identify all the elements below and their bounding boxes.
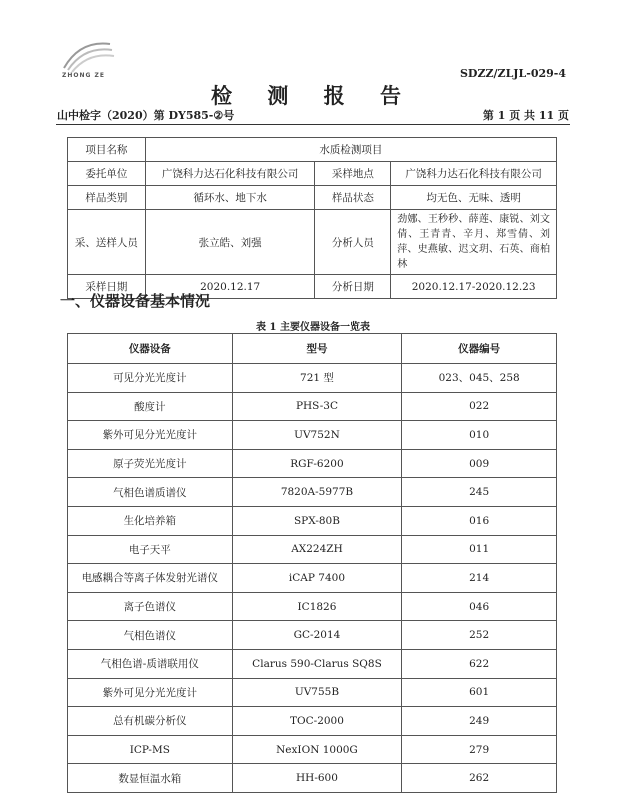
equipment-name: 可见分光光度计	[68, 364, 233, 393]
equipment-name: 气相色谱-质谱联用仪	[68, 649, 233, 678]
analysis-date: 2020.12.17-2020.12.23	[391, 275, 557, 299]
equipment-name: 离子色谱仪	[68, 592, 233, 621]
table-row	[68, 162, 557, 186]
table-row	[68, 421, 557, 450]
equipment-name: 数显恒温水箱	[68, 764, 233, 793]
equipment-id: 252	[402, 621, 557, 650]
table-caption: 表 1 主要仪器设备一览表	[256, 322, 370, 333]
equipment-model: iCAP 7400	[232, 564, 402, 593]
column-header: 型号	[232, 334, 402, 364]
equipment-id: 016	[402, 506, 557, 535]
page-title: 检 测 报 告	[211, 83, 415, 108]
sampling-date-label: 采样日期	[68, 275, 146, 299]
table-row	[68, 621, 557, 650]
equipment-table-body	[68, 364, 557, 793]
table-row	[68, 707, 557, 736]
equipment-name: 总有机碳分析仪	[68, 707, 233, 736]
equipment-id: 023、045、258	[402, 364, 557, 393]
equipment-model: HH-600	[232, 764, 402, 793]
logo-icon	[60, 38, 116, 74]
sampling-site-label: 采样地点	[315, 162, 391, 186]
equipment-id: 022	[402, 392, 557, 421]
equipment-name: 原子荧光光度计	[68, 449, 233, 478]
equipment-name: 电子天平	[68, 535, 233, 564]
table-row	[68, 678, 557, 707]
report-number: 山中检字（2020）第 DY585-②号	[57, 109, 235, 122]
equipment-model: SPX-80B	[232, 506, 402, 535]
analyst-label: 分析人员	[315, 210, 391, 275]
document-code: SDZZ/ZLJL-029-4	[459, 67, 566, 80]
column-header: 仪器编号	[402, 334, 557, 364]
column-header: 仪器设备	[68, 334, 233, 364]
equipment-model: Clarus 590-Clarus SQ8S	[232, 649, 402, 678]
client: 广饶科力达石化科技有限公司	[145, 162, 315, 186]
table-row	[68, 478, 557, 507]
table-row	[68, 138, 557, 162]
table-row	[68, 764, 557, 793]
section-title: 一、仪器设备基本情况	[60, 292, 211, 310]
equipment-name: 气相色谱质谱仪	[68, 478, 233, 507]
equipment-model: 721 型	[232, 364, 402, 393]
analysis-date-label: 分析日期	[315, 275, 391, 299]
analyst: 劲娜、王秒秒、薛莲、康锐、刘文倩、王青青、辛月、郑雪倩、刘萍、史燕敏、迟文玥、石英、商柏林	[391, 210, 557, 275]
equipment-id: 010	[402, 421, 557, 450]
equipment-name: 紫外可见分光光度计	[68, 421, 233, 450]
equipment-model: UV752N	[232, 421, 402, 450]
table-row	[68, 186, 557, 210]
equipment-id: 249	[402, 707, 557, 736]
page-info: 第 1 页 共 11 页	[482, 109, 569, 122]
equipment-id: 046	[402, 592, 557, 621]
equipment-name: 生化培养箱	[68, 506, 233, 535]
equipment-model: RGF-6200	[232, 449, 402, 478]
equipment-model: IC1826	[232, 592, 402, 621]
client-label: 委托单位	[68, 162, 146, 186]
equipment-id: 622	[402, 649, 557, 678]
table-header-row	[68, 334, 557, 364]
info-table	[67, 137, 557, 299]
equipment-id: 601	[402, 678, 557, 707]
equipment-model: 7820A-5977B	[232, 478, 402, 507]
project-name-label: 项目名称	[68, 138, 146, 162]
sampler: 张立皓、刘强	[145, 210, 315, 275]
sample-state: 均无色、无味、透明	[391, 186, 557, 210]
equipment-model: TOC-2000	[232, 707, 402, 736]
equipment-id: 262	[402, 764, 557, 793]
equipment-id: 279	[402, 735, 557, 764]
equipment-model: AX224ZH	[232, 535, 402, 564]
sample-type: 循环水、地下水	[145, 186, 315, 210]
header-rule	[56, 124, 570, 125]
table-row	[68, 449, 557, 478]
equipment-model: GC-2014	[232, 621, 402, 650]
equipment-model: PHS-3C	[232, 392, 402, 421]
equipment-name: ICP-MS	[68, 735, 233, 764]
equipment-name: 电感耦合等离子体发射光谱仪	[68, 564, 233, 593]
equipment-model: NexION 1000G	[232, 735, 402, 764]
sampler-label: 采、送样人员	[68, 210, 146, 275]
equipment-table	[67, 333, 557, 793]
table-row	[68, 506, 557, 535]
table-row	[68, 535, 557, 564]
equipment-id: 245	[402, 478, 557, 507]
equipment-name: 气相色谱仪	[68, 621, 233, 650]
equipment-id: 009	[402, 449, 557, 478]
equipment-id: 011	[402, 535, 557, 564]
logo-text: ZHONG ZE	[62, 72, 105, 79]
equipment-model: UV755B	[232, 678, 402, 707]
table-row	[68, 649, 557, 678]
project-name: 水质检测项目	[145, 138, 556, 162]
table-row	[68, 364, 557, 393]
equipment-id: 214	[402, 564, 557, 593]
equipment-name: 紫外可见分光光度计	[68, 678, 233, 707]
table-row	[68, 564, 557, 593]
table-row	[68, 735, 557, 764]
equipment-name: 酸度计	[68, 392, 233, 421]
table-row	[68, 210, 557, 275]
sampling-site: 广饶科力达石化科技有限公司	[391, 162, 557, 186]
table-row	[68, 592, 557, 621]
sampling-date: 2020.12.17	[145, 275, 315, 299]
sample-state-label: 样品状态	[315, 186, 391, 210]
sample-type-label: 样品类别	[68, 186, 146, 210]
table-row	[68, 392, 557, 421]
